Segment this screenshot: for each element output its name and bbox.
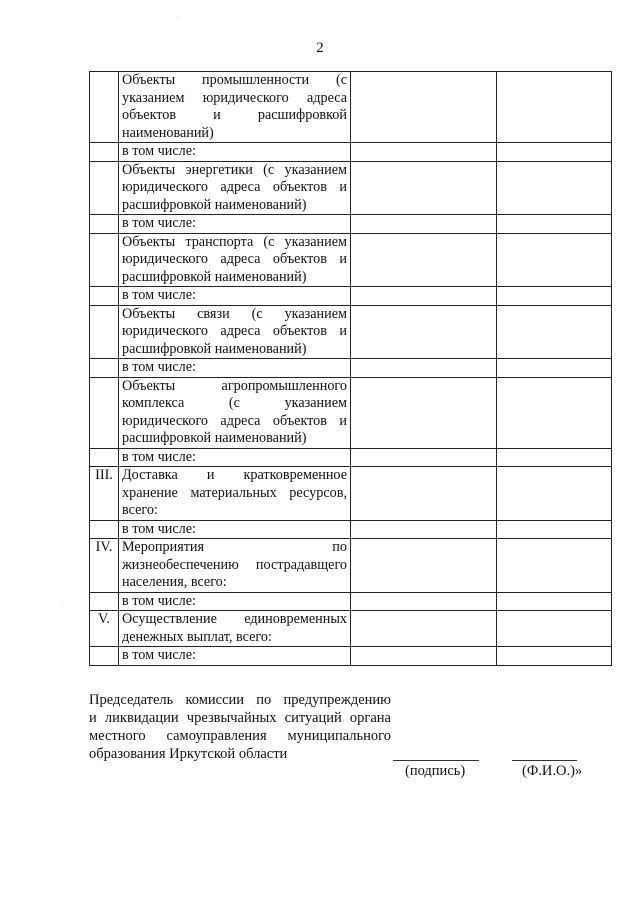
row-number	[90, 647, 119, 666]
value-cell	[351, 359, 497, 378]
row-number: V.	[90, 611, 119, 647]
category-row	[90, 467, 612, 521]
signature-caption: (подпись)	[405, 763, 466, 779]
row-name-line: Мероприятия по	[122, 539, 347, 555]
row-name: в том числе:	[119, 592, 351, 611]
value-cell	[351, 161, 497, 215]
row-name-line: комплекса (с указанием	[122, 395, 347, 411]
row-number	[90, 161, 119, 215]
value-cell	[351, 305, 497, 359]
value-cell	[351, 539, 497, 593]
row-name-line: юридического адреса объектов и	[122, 251, 347, 267]
row-number	[90, 215, 119, 234]
category-row	[90, 233, 612, 287]
subtotal-row	[90, 143, 612, 162]
category-row	[90, 539, 612, 593]
value-cell	[497, 161, 612, 215]
row-name: в том числе:	[119, 287, 351, 306]
subtotal-row	[90, 520, 612, 539]
report-table	[89, 71, 612, 666]
row-number	[90, 72, 119, 143]
row-name-line: юридического адреса объектов и	[122, 412, 347, 429]
row-name-line: расшифровкой наименований)	[122, 268, 307, 285]
value-cell	[497, 233, 612, 287]
row-name: в том числе:	[119, 647, 351, 666]
signature-line: образования Иркутской области	[89, 746, 288, 762]
value-cell	[497, 539, 612, 593]
row-name-line: расшифровкой наименований)	[122, 340, 307, 357]
signature-line: и ликвидации чрезвычайных ситуаций органа	[89, 710, 391, 726]
value-cell	[497, 377, 612, 448]
row-number	[90, 592, 119, 611]
row-name-line: наименований)	[122, 124, 214, 141]
row-name: в том числе:	[119, 143, 351, 162]
row-name	[119, 305, 351, 359]
row-name-line: Доставка и кратковременное	[122, 467, 347, 483]
value-cell	[497, 520, 612, 539]
row-name: в том числе:	[119, 448, 351, 467]
row-number	[90, 287, 119, 306]
row-name	[119, 611, 351, 647]
value-cell	[351, 377, 497, 448]
value-cell	[497, 287, 612, 306]
row-name-line: юридического адреса объектов и	[122, 179, 347, 195]
signature-block	[89, 691, 391, 763]
row-name	[119, 161, 351, 215]
signature-rule	[393, 760, 479, 761]
value-cell	[497, 647, 612, 666]
value-cell	[497, 448, 612, 467]
row-name-line: расшифровкой наименований)	[122, 430, 307, 446]
value-cell	[351, 467, 497, 521]
page-number: 2	[316, 40, 324, 56]
category-row	[90, 305, 612, 359]
row-name-line: всего:	[122, 502, 158, 518]
name-caption: (Ф.И.О.)»	[522, 763, 583, 779]
row-name	[119, 72, 351, 143]
signature-line: местного самоуправления муниципального	[89, 728, 391, 744]
value-cell	[497, 611, 612, 647]
category-row	[90, 72, 612, 143]
row-number: IV.	[90, 539, 119, 593]
value-cell	[351, 215, 497, 234]
value-cell	[351, 448, 497, 467]
signature-line: Председатель комиссии по предупреждению	[89, 692, 391, 708]
row-number	[90, 143, 119, 162]
row-name-line: населения, всего:	[122, 574, 227, 590]
row-name-line: указанием юридического адреса	[122, 89, 347, 106]
row-name-line: денежных выплат, всего:	[122, 628, 272, 645]
row-number	[90, 233, 119, 287]
value-cell	[497, 592, 612, 611]
row-name: в том числе:	[119, 215, 351, 234]
value-cell	[351, 592, 497, 611]
row-number	[90, 520, 119, 539]
value-cell	[351, 611, 497, 647]
subtotal-row	[90, 287, 612, 306]
row-name-line: объектов и расшифровкой	[122, 107, 347, 123]
value-cell	[351, 143, 497, 162]
category-row	[90, 161, 612, 215]
row-name-line: юридического адреса объектов и	[122, 323, 347, 339]
row-name-line: Объекты агропромышленного	[122, 377, 347, 394]
category-row	[90, 611, 612, 647]
value-cell	[497, 359, 612, 378]
row-name: в том числе:	[119, 359, 351, 378]
subtotal-row	[90, 448, 612, 467]
value-cell	[351, 287, 497, 306]
row-name-line: Объекты энергетики (с указанием	[122, 161, 347, 178]
value-cell	[497, 215, 612, 234]
value-cell	[497, 467, 612, 521]
row-name-line: Осуществление единовременных	[122, 611, 347, 627]
subtotal-row	[90, 359, 612, 378]
category-row	[90, 377, 612, 448]
row-number	[90, 359, 119, 378]
row-name-line: жизнеобеспечению пострадавщего	[122, 556, 347, 573]
subtotal-row	[90, 592, 612, 611]
value-cell	[351, 647, 497, 666]
row-name	[119, 467, 351, 521]
value-cell	[351, 72, 497, 143]
scan-mark: ·	[175, 14, 178, 23]
scan-mark: ·	[60, 598, 63, 607]
row-name-line: хранение материальных ресурсов,	[122, 484, 347, 501]
report-table-body	[90, 72, 612, 666]
row-name-line: расшифровкой наименований)	[122, 196, 307, 213]
value-cell	[351, 520, 497, 539]
subtotal-row	[90, 647, 612, 666]
row-name	[119, 377, 351, 448]
row-name-line: Объекты транспорта (с указанием	[122, 233, 347, 250]
row-name	[119, 233, 351, 287]
value-cell	[497, 305, 612, 359]
value-cell	[497, 143, 612, 162]
subtotal-row	[90, 215, 612, 234]
value-cell	[351, 233, 497, 287]
row-number	[90, 377, 119, 448]
value-cell	[497, 72, 612, 143]
row-number: III.	[90, 467, 119, 521]
row-name	[119, 539, 351, 593]
name-rule	[512, 760, 577, 761]
row-name-line: Объекты промышленности (с	[122, 72, 347, 88]
row-name-line: Объекты связи (с указанием	[122, 305, 347, 322]
row-number	[90, 305, 119, 359]
row-name: в том числе:	[119, 520, 351, 539]
row-number	[90, 448, 119, 467]
